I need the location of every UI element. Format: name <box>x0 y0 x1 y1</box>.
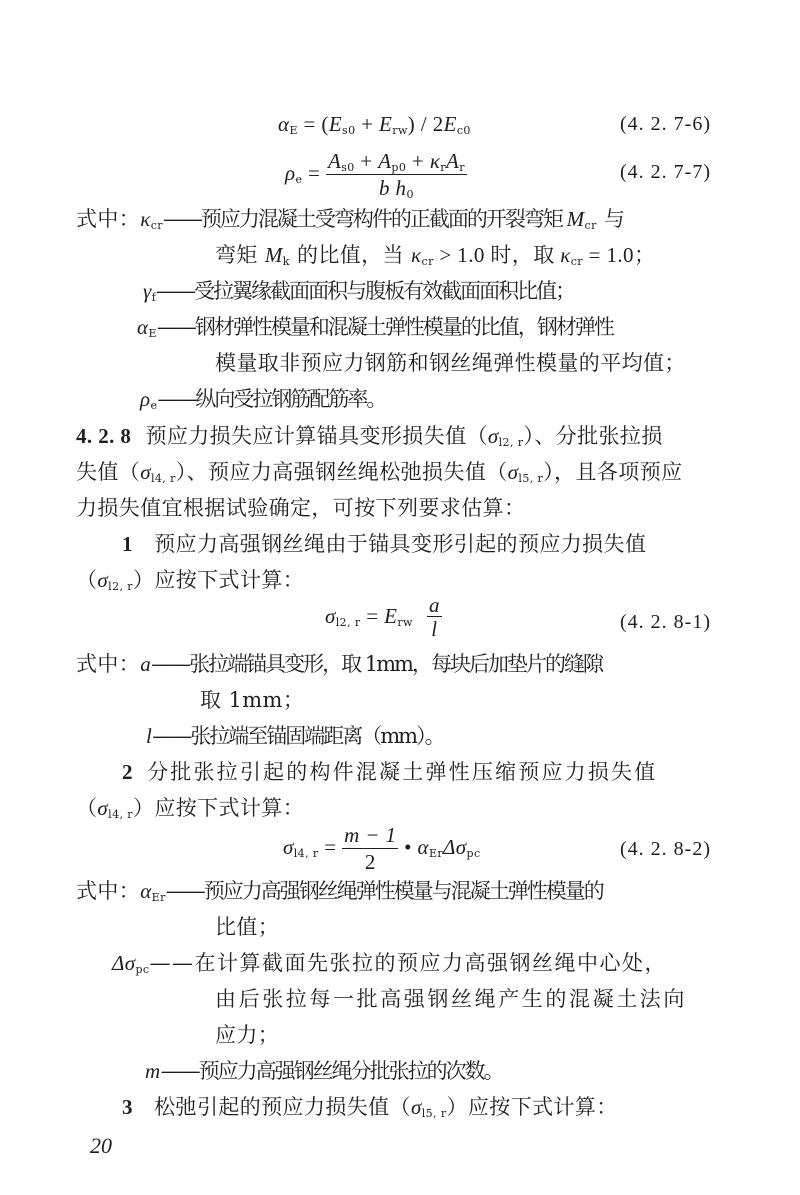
equation-number: (4. 2. 7-7) <box>620 161 711 183</box>
denominator: b $h_0$ <box>378 176 414 201</box>
equation-4-2-7-7 <box>285 148 467 201</box>
section-4-2-8-line1 <box>76 422 663 450</box>
definition-text: 比值； <box>215 915 280 939</box>
equation-4-2-8-2 <box>283 822 481 875</box>
numerator: a <box>428 593 440 617</box>
equation-number: (4. 2. 7-6) <box>620 113 711 135</box>
subscript: rw <box>392 124 408 137</box>
paragraph-text: ），且各项预应 <box>543 460 683 484</box>
definition-text: ——预应力高强钢丝绳分批张拉的次数。 <box>160 1059 503 1083</box>
operator: = ( <box>297 112 329 136</box>
symbol: m <box>145 1059 161 1083</box>
paragraph-text: （ <box>76 796 98 820</box>
symbol: α <box>278 112 290 136</box>
subscript: l4, r <box>293 847 319 860</box>
subscript: cr <box>584 219 597 232</box>
definition-text: ——在计算截面先张拉的预应力高强钢丝绳中心处， <box>149 951 667 975</box>
numerator: m − 1 <box>344 823 397 847</box>
paragraph-text: 分批张拉引起的构件混凝土弹性压缩预应力损失值 <box>147 760 658 784</box>
where-alpha-e-line2 <box>215 349 686 377</box>
where-delta-sigma-line3 <box>215 1021 279 1049</box>
item-1-line1 <box>122 530 646 558</box>
subscript: c0 <box>456 124 471 137</box>
subscript: l4, r <box>150 472 176 485</box>
item-number: 1 <box>122 532 133 556</box>
definition-text: ——预应力高强钢丝绳弹性模量与混凝土弹性模量的 <box>165 879 603 903</box>
symbol: γ <box>143 279 152 303</box>
subscript: cr <box>150 219 163 232</box>
operator: • <box>398 835 418 859</box>
item-2-line2 <box>76 794 304 822</box>
subscript: l2, r <box>108 580 133 593</box>
where-delta-sigma-line2 <box>215 985 687 1013</box>
operator: = <box>360 604 385 628</box>
paragraph-text: ）应按下式计算： <box>132 568 305 592</box>
subscript: l2, r <box>498 436 524 449</box>
page-number: 20 <box>90 1133 112 1158</box>
symbol: E <box>379 112 393 136</box>
symbol: σ <box>97 796 109 820</box>
definition-text: 由后张拉每一批高强钢丝绳产生的混凝土法向 <box>215 987 687 1011</box>
symbol: σ <box>140 460 151 484</box>
denominator: 2 <box>364 850 376 874</box>
symbol: σ <box>325 604 336 628</box>
where-alpha-er-line1 <box>76 877 603 905</box>
definition-text: ——张拉端至锚固端距离（mm）。 <box>152 724 444 748</box>
symbol: α <box>417 835 429 859</box>
equation-4-2-7-6 <box>278 110 471 138</box>
definition-text: 应力； <box>215 1023 280 1047</box>
paragraph-text: 松弛引起的预应力损失值（ <box>154 1095 411 1119</box>
symbol: α <box>140 879 152 903</box>
symbol: σ <box>410 1095 422 1119</box>
subscript: l2, r <box>335 616 361 629</box>
subscript: E <box>289 124 298 137</box>
where-alpha-er-line2 <box>215 913 279 941</box>
paragraph-text: ）应按下式计算： <box>132 796 305 820</box>
symbol: α <box>137 315 149 339</box>
subscript: e <box>295 173 303 186</box>
equation-number: (4. 2. 8-1) <box>620 611 711 633</box>
denominator: l <box>431 617 438 641</box>
symbol: a <box>140 652 152 676</box>
where-prefix: 式中： <box>76 879 141 903</box>
where-alpha-e-line1 <box>137 313 613 341</box>
numerator: $A_{s0} + A_{p0} + \kappa_rA_r$ <box>327 149 465 174</box>
fraction <box>326 148 467 201</box>
fraction <box>342 822 398 875</box>
item-number: 2 <box>122 760 133 784</box>
operator: = <box>318 835 343 859</box>
paragraph-text: 失值（ <box>76 460 141 484</box>
symbol: κ <box>560 243 571 267</box>
symbol: σ <box>507 460 519 484</box>
subscript: E <box>148 327 157 340</box>
definition-text: = 1.0； <box>582 243 656 267</box>
symbol: ρ <box>285 161 296 185</box>
symbol: κ <box>411 243 422 267</box>
definition-text: ——受拉翼缘截面面积与腹板有效截面面积比值； <box>156 279 575 303</box>
subscript: s0 <box>342 124 356 137</box>
where-kcr-line2 <box>215 241 655 269</box>
paragraph-text: 预应力损失应计算锚具变形损失值（ <box>145 424 488 448</box>
item-1-line2 <box>76 566 304 594</box>
where-gamma-f <box>143 277 574 305</box>
definition-text: ——张拉端锚具变形，取 1mm，每块后加垫片的缝隙 <box>151 652 602 676</box>
symbol: E <box>443 112 457 136</box>
where-prefix: 式中： <box>76 652 141 676</box>
subscript: rw <box>397 616 413 629</box>
symbol: E <box>384 604 398 628</box>
where-a-line1 <box>76 650 602 678</box>
paragraph-text: ）应按下式计算： <box>446 1095 618 1119</box>
operator: = <box>302 161 326 185</box>
subscript: cr <box>421 255 434 268</box>
paragraph-text: 力损失值宜根据试验确定，可按下列要求估算： <box>76 496 526 520</box>
section-4-2-8-line3 <box>76 494 525 522</box>
subscript: f <box>151 291 157 304</box>
paragraph-text: 预应力高强钢丝绳由于锚具变形引起的预应力损失值 <box>154 532 647 556</box>
definition-text: ——钢材弹性模量和混凝土弹性模量的比值，钢材弹性 <box>156 315 613 339</box>
section-4-2-8-line2 <box>76 458 683 486</box>
operator: + <box>355 112 380 136</box>
subscript: e <box>150 399 158 412</box>
where-kcr-line1 <box>76 205 625 233</box>
symbol: M <box>264 243 283 267</box>
subscript: pc <box>466 847 481 860</box>
item-3-line1 <box>122 1093 618 1121</box>
equation-4-2-8-1 <box>325 594 442 641</box>
equation-number: (4. 2. 8-2) <box>620 838 711 860</box>
item-2-line1 <box>122 758 657 786</box>
where-rho-e <box>140 385 385 413</box>
definition-text: ——纵向受拉钢筋配筋率。 <box>157 387 386 411</box>
subscript: l4, r <box>108 808 133 821</box>
definition-text: ——预应力混凝土受弯构件的正截面的开裂弯矩 <box>162 207 567 231</box>
paragraph-text: ）、预应力高强钢丝绳松弛损失值（ <box>175 460 508 484</box>
symbol: σ <box>487 424 499 448</box>
section-number: 4. 2. 8 <box>76 424 132 448</box>
definition-text: 模量取非预应力钢筋和钢丝绳弹性模量的平均值； <box>215 351 686 375</box>
symbol: Δσ <box>112 951 136 975</box>
symbol: l <box>146 724 153 748</box>
definition-text: 取 1mm； <box>200 688 305 712</box>
where-prefix: 式中： <box>76 207 141 231</box>
operator: ) / 2 <box>407 112 444 136</box>
where-delta-sigma-line1 <box>112 949 667 977</box>
subscript: cr <box>570 255 583 268</box>
symbol: ρ <box>140 387 151 411</box>
symbol: E <box>328 112 343 136</box>
subscript: l5, r <box>421 1107 447 1120</box>
where-l <box>146 722 444 750</box>
subscript: Er <box>428 847 444 860</box>
definition-text: 与 <box>596 207 626 231</box>
definition-text: 弯矩 <box>215 243 265 267</box>
paragraph-text: （ <box>76 568 98 592</box>
definition-text: 的比值，当 <box>289 243 412 267</box>
symbol: M <box>566 207 585 231</box>
subscript: l5, r <box>518 472 544 485</box>
where-a-line2 <box>200 686 304 714</box>
subscript: pc <box>135 963 150 976</box>
symbol: σ <box>283 835 294 859</box>
subscript: Er <box>151 891 166 904</box>
fraction <box>427 594 442 641</box>
item-number: 3 <box>122 1095 133 1119</box>
where-m <box>145 1057 503 1085</box>
symbol: σ <box>97 568 109 592</box>
symbol: κ <box>140 207 151 231</box>
symbol: Δσ <box>443 835 467 859</box>
paragraph-text: ）、分批张拉损 <box>523 424 663 448</box>
definition-text: > 1.0 时，取 <box>433 243 561 267</box>
subscript: k <box>282 255 290 268</box>
